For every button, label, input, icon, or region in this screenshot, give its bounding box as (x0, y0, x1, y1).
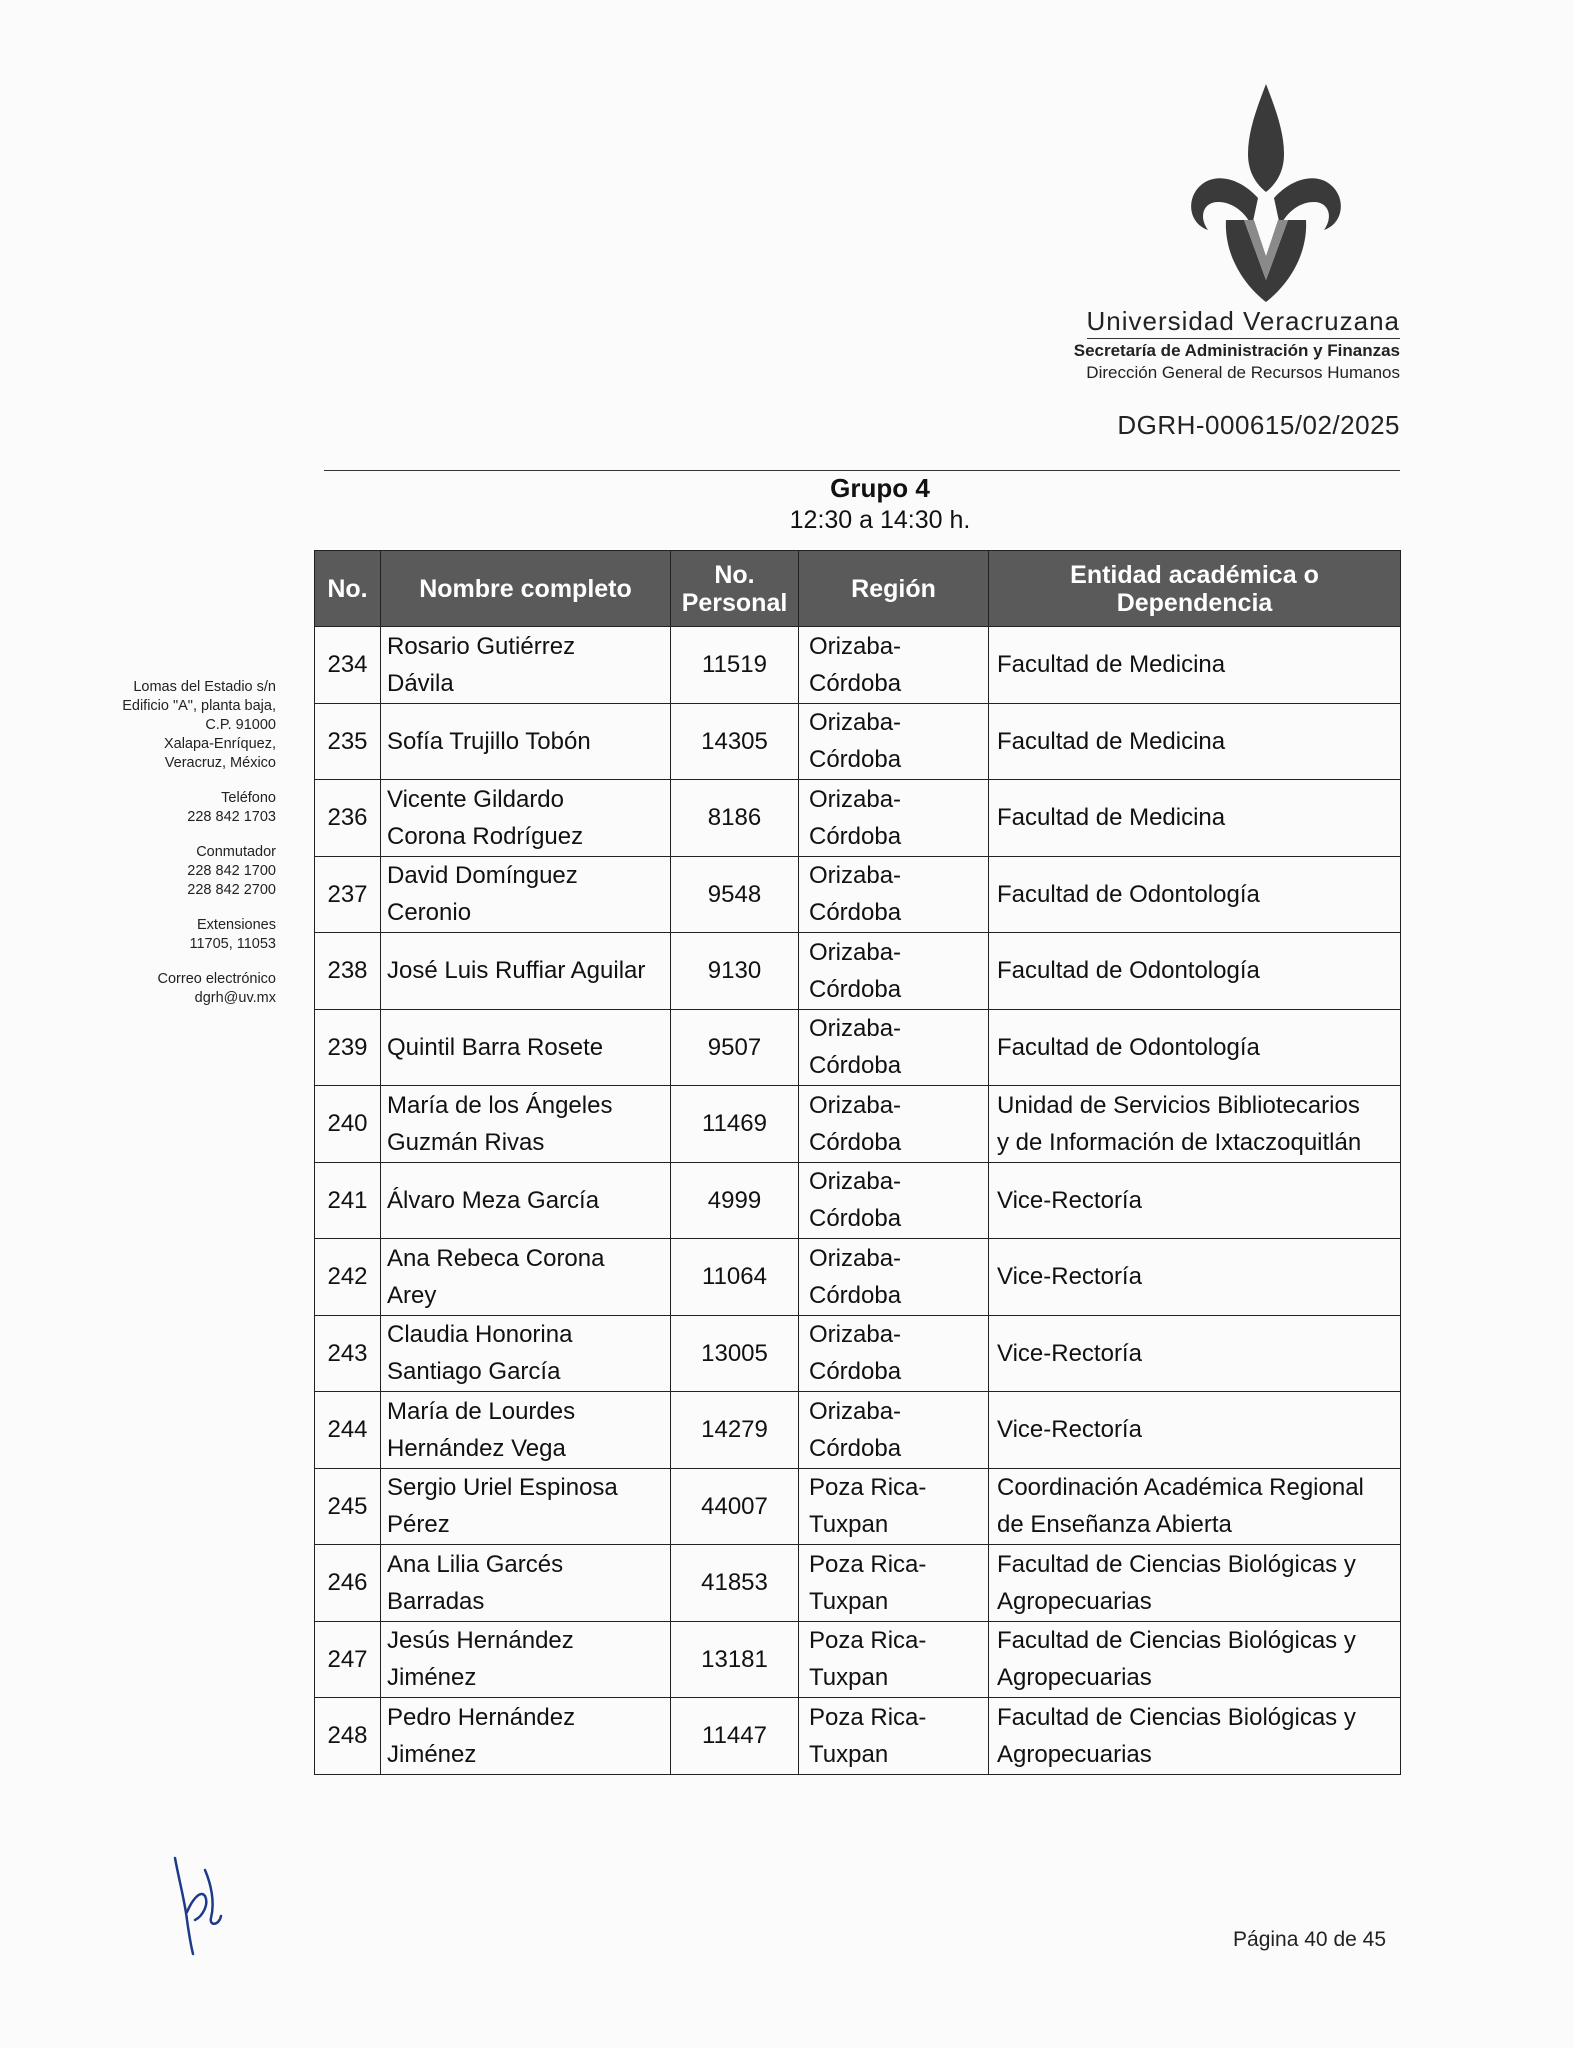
cell-name-line: Arey (387, 1281, 437, 1309)
cell-region-line: Orizaba- (809, 1244, 902, 1272)
cell-name-line: Ana Rebeca Corona (387, 1244, 605, 1272)
cell-no: 247 (315, 1621, 381, 1698)
cell-name-line: Hernández Vega (387, 1434, 566, 1462)
cell-region (799, 1468, 989, 1545)
email-label: Correo electrónico (157, 971, 276, 987)
cell-entity (989, 627, 1401, 704)
cell-name-line: Guzmán Rivas (387, 1128, 545, 1156)
header-no: No. (315, 551, 381, 627)
cell-personal: 14279 (671, 1392, 799, 1469)
cell-name-line: Pérez (387, 1511, 450, 1539)
cell-region (799, 1086, 989, 1163)
cell-region-line: Poza Rica- (809, 1703, 927, 1731)
cell-region-line: Poza Rica- (809, 1627, 927, 1655)
cell-personal: 11064 (671, 1239, 799, 1316)
cell-entity-line: Facultad de Odontología (997, 1033, 1260, 1061)
cell-name (381, 933, 671, 1010)
cell-entity (989, 780, 1401, 857)
table-header-row (315, 551, 1401, 627)
cell-entity (989, 1009, 1401, 1086)
table-row (315, 1392, 1401, 1469)
cell-region (799, 780, 989, 857)
cell-name (381, 856, 671, 933)
cell-name-line: Dávila (387, 669, 454, 697)
cell-name-line: Barradas (387, 1587, 485, 1615)
cell-name (381, 1009, 671, 1086)
cell-name-line: Sergio Uriel Espinosa (387, 1474, 618, 1502)
cell-name-line: José Luis Ruffiar Aguilar (387, 957, 646, 985)
table-row (315, 856, 1401, 933)
table-row (315, 703, 1401, 780)
cell-region-line: Poza Rica- (809, 1474, 927, 1502)
cell-entity-line: Facultad de Medicina (997, 727, 1226, 755)
cell-personal: 9548 (671, 856, 799, 933)
handwritten-initials-icon (165, 1850, 245, 1960)
cell-personal: 9130 (671, 933, 799, 1010)
cell-no: 237 (315, 856, 381, 933)
cell-entity-line: y de Información de Ixtaczoquitlán (997, 1128, 1362, 1156)
cell-entity (989, 1315, 1401, 1392)
cell-no: 248 (315, 1698, 381, 1775)
cell-name (381, 1621, 671, 1698)
cell-region (799, 1162, 989, 1239)
cell-region (799, 1315, 989, 1392)
cell-region-line: Orizaba- (809, 1091, 902, 1119)
address-line: C.P. 91000 (205, 717, 276, 733)
cell-region (799, 1545, 989, 1622)
cell-region-line: Córdoba (809, 1281, 902, 1309)
document-code: DGRH-000615/02/2025 (1117, 410, 1400, 440)
cell-region-line: Orizaba- (809, 938, 902, 966)
phone-block (80, 789, 276, 827)
cell-name (381, 1239, 671, 1316)
cell-personal: 8186 (671, 780, 799, 857)
table-body (315, 627, 1401, 1775)
address-line: Edificio "A", planta baja, (122, 698, 276, 714)
cell-name-line: Quintil Barra Rosete (387, 1033, 604, 1061)
table-row (315, 1239, 1401, 1316)
cell-region (799, 1621, 989, 1698)
cell-personal: 13181 (671, 1621, 799, 1698)
cell-name-line: David Domínguez (387, 862, 578, 890)
cell-entity-line: Agropecuarias (997, 1587, 1152, 1615)
email-block (80, 970, 276, 1008)
cell-name-line: Ceronio (387, 899, 472, 927)
header-region: Región (799, 551, 989, 627)
table-row (315, 1468, 1401, 1545)
cell-name-line: Santiago García (387, 1358, 561, 1386)
switchboard-label: Conmutador (196, 844, 276, 860)
cell-entity (989, 1698, 1401, 1775)
cell-region-line: Tuxpan (809, 1664, 889, 1692)
cell-no: 243 (315, 1315, 381, 1392)
table-row (315, 1698, 1401, 1775)
cell-entity (989, 1545, 1401, 1622)
contact-sidebar (80, 678, 276, 1024)
cell-name (381, 1468, 671, 1545)
cell-name-line: Corona Rodríguez (387, 822, 584, 850)
cell-region (799, 1239, 989, 1316)
cell-personal: 4999 (671, 1162, 799, 1239)
fleur-de-lis-v-logo-icon (1186, 80, 1346, 305)
cell-region-line: Tuxpan (809, 1587, 889, 1615)
cell-personal: 11519 (671, 627, 799, 704)
cell-entity-line: Facultad de Ciencias Biológicas y (997, 1627, 1356, 1655)
extensions-value: 11705, 11053 (189, 936, 276, 952)
cell-personal: 11447 (671, 1698, 799, 1775)
address-line: Xalapa-Enríquez, (163, 736, 276, 752)
cell-no: 241 (315, 1162, 381, 1239)
cell-region-line: Orizaba- (809, 709, 902, 737)
cell-name-line: María de los Ángeles (387, 1091, 613, 1119)
cell-region-line: Orizaba- (809, 1015, 902, 1043)
cell-name (381, 1086, 671, 1163)
cell-entity (989, 1239, 1401, 1316)
cell-region-line: Córdoba (809, 1358, 902, 1386)
cell-region-line: Orizaba- (809, 632, 902, 660)
cell-region-line: Orizaba- (809, 1397, 902, 1425)
cell-region (799, 1392, 989, 1469)
cell-region-line: Orizaba- (809, 1168, 902, 1196)
cell-region-line: Córdoba (809, 975, 902, 1003)
cell-entity (989, 1162, 1401, 1239)
cell-name (381, 1162, 671, 1239)
cell-name-line: Jesús Hernández (387, 1627, 574, 1655)
cell-entity (989, 1392, 1401, 1469)
cell-region-line: Córdoba (809, 899, 902, 927)
address-block (80, 678, 276, 773)
cell-personal: 9507 (671, 1009, 799, 1086)
cell-name (381, 1315, 671, 1392)
header-entity (989, 551, 1401, 627)
cell-region (799, 627, 989, 704)
cell-name (381, 1545, 671, 1622)
cell-entity (989, 1468, 1401, 1545)
cell-region-line: Córdoba (809, 669, 902, 697)
cell-no: 242 (315, 1239, 381, 1316)
header-divider (324, 470, 1400, 471)
cell-entity-line: Facultad de Medicina (997, 651, 1226, 679)
personnel-table (314, 550, 1401, 1775)
cell-name-line: Ana Lilia Garcés (387, 1550, 564, 1578)
table-row (315, 1621, 1401, 1698)
cell-name (381, 1392, 671, 1469)
cell-entity-line: de Enseñanza Abierta (997, 1511, 1232, 1539)
cell-region-line: Córdoba (809, 746, 902, 774)
cell-name-line: Álvaro Meza García (387, 1186, 600, 1214)
cell-entity-line: Facultad de Odontología (997, 957, 1260, 985)
cell-entity-line: Vice-Rectoría (997, 1186, 1142, 1214)
header-personal (671, 551, 799, 627)
secretaria-name: Secretaría de Administración y Finanzas (1073, 341, 1400, 360)
cell-no: 239 (315, 1009, 381, 1086)
phone-number: 228 842 1703 (187, 809, 276, 825)
cell-entity-line: Facultad de Ciencias Biológicas y (997, 1550, 1356, 1578)
cell-entity-line: Agropecuarias (997, 1740, 1152, 1768)
cell-no: 240 (315, 1086, 381, 1163)
cell-name-line: Vicente Gildardo (387, 785, 564, 813)
switchboard-number: 228 842 2700 (187, 882, 276, 898)
personnel-table-wrap (314, 550, 1400, 1775)
cell-region-line: Córdoba (809, 1052, 902, 1080)
cell-region-line: Córdoba (809, 822, 902, 850)
cell-entity-line: Coordinación Académica Regional (997, 1474, 1364, 1502)
cell-region (799, 856, 989, 933)
table-row (315, 1009, 1401, 1086)
cell-name-line: María de Lourdes (387, 1397, 576, 1425)
cell-no: 238 (315, 933, 381, 1010)
cell-entity (989, 703, 1401, 780)
cell-name-line: Rosario Gutiérrez (387, 632, 576, 660)
cell-personal: 41853 (671, 1545, 799, 1622)
table-row (315, 1545, 1401, 1622)
cell-region-line: Córdoba (809, 1205, 902, 1233)
cell-personal: 13005 (671, 1315, 799, 1392)
cell-entity-line: Facultad de Medicina (997, 804, 1226, 832)
table-row (315, 1315, 1401, 1392)
table-row (315, 627, 1401, 704)
cell-region-line: Orizaba- (809, 785, 902, 813)
cell-name-line: Jiménez (387, 1664, 477, 1692)
group-time: 12:30 a 14:30 h. (789, 506, 971, 534)
cell-name-line: Claudia Honorina (387, 1321, 573, 1349)
cell-no: 244 (315, 1392, 381, 1469)
cell-entity-line: Vice-Rectoría (997, 1339, 1142, 1367)
cell-no: 246 (315, 1545, 381, 1622)
table-row (315, 933, 1401, 1010)
cell-entity (989, 933, 1401, 1010)
cell-entity-line: Agropecuarias (997, 1664, 1152, 1692)
table-row (315, 1162, 1401, 1239)
cell-entity-line: Vice-Rectoría (997, 1416, 1142, 1444)
header-entity-text: Entidad académica o Dependencia (1070, 560, 1319, 617)
direccion-name: Dirección General de Recursos Humanos (1086, 363, 1400, 382)
cell-no: 235 (315, 703, 381, 780)
address-line: Veracruz, México (164, 755, 276, 771)
cell-name (381, 1698, 671, 1775)
table-row (315, 780, 1401, 857)
cell-entity (989, 856, 1401, 933)
cell-entity (989, 1621, 1401, 1698)
cell-name-line: Sofía Trujillo Tobón (387, 727, 591, 755)
extensions-block (80, 916, 276, 954)
university-name: Universidad Veracruzana (1087, 306, 1401, 339)
cell-region-line: Tuxpan (809, 1740, 889, 1768)
header-personal-text: No. Personal (681, 560, 788, 617)
phone-label: Teléfono (221, 790, 276, 806)
page-number: Página 40 de 45 (1233, 1928, 1386, 1951)
switchboard-block (80, 843, 276, 900)
cell-region (799, 703, 989, 780)
cell-name (381, 627, 671, 704)
cell-name-line: Jiménez (387, 1740, 477, 1768)
cell-region-line: Tuxpan (809, 1511, 889, 1539)
header-name: Nombre completo (381, 551, 671, 627)
cell-region-line: Poza Rica- (809, 1550, 927, 1578)
cell-name-line: Pedro Hernández (387, 1703, 576, 1731)
cell-entity-line: Unidad de Servicios Bibliotecarios (997, 1091, 1360, 1119)
cell-personal: 14305 (671, 703, 799, 780)
extensions-label: Extensiones (197, 917, 276, 933)
cell-personal: 44007 (671, 1468, 799, 1545)
cell-region (799, 1009, 989, 1086)
cell-name (381, 703, 671, 780)
cell-region-line: Orizaba- (809, 862, 902, 890)
cell-region-line: Córdoba (809, 1434, 902, 1462)
group-title: Grupo 4 (830, 473, 930, 503)
cell-entity (989, 1086, 1401, 1163)
cell-name (381, 780, 671, 857)
cell-no: 236 (315, 780, 381, 857)
cell-no: 245 (315, 1468, 381, 1545)
address-line: Lomas del Estadio s/n (133, 679, 276, 695)
table-row (315, 1086, 1401, 1163)
cell-region-line: Orizaba- (809, 1321, 902, 1349)
email-value: dgrh@uv.mx (194, 990, 276, 1006)
cell-entity-line: Facultad de Ciencias Biológicas y (997, 1703, 1356, 1731)
institution-header (1074, 306, 1400, 383)
switchboard-number: 228 842 1700 (187, 863, 276, 879)
cell-personal: 11469 (671, 1086, 799, 1163)
cell-region (799, 1698, 989, 1775)
cell-region-line: Córdoba (809, 1128, 902, 1156)
cell-entity-line: Facultad de Odontología (997, 880, 1260, 908)
cell-no: 234 (315, 627, 381, 704)
cell-entity-line: Vice-Rectoría (997, 1263, 1142, 1291)
cell-region (799, 933, 989, 1010)
